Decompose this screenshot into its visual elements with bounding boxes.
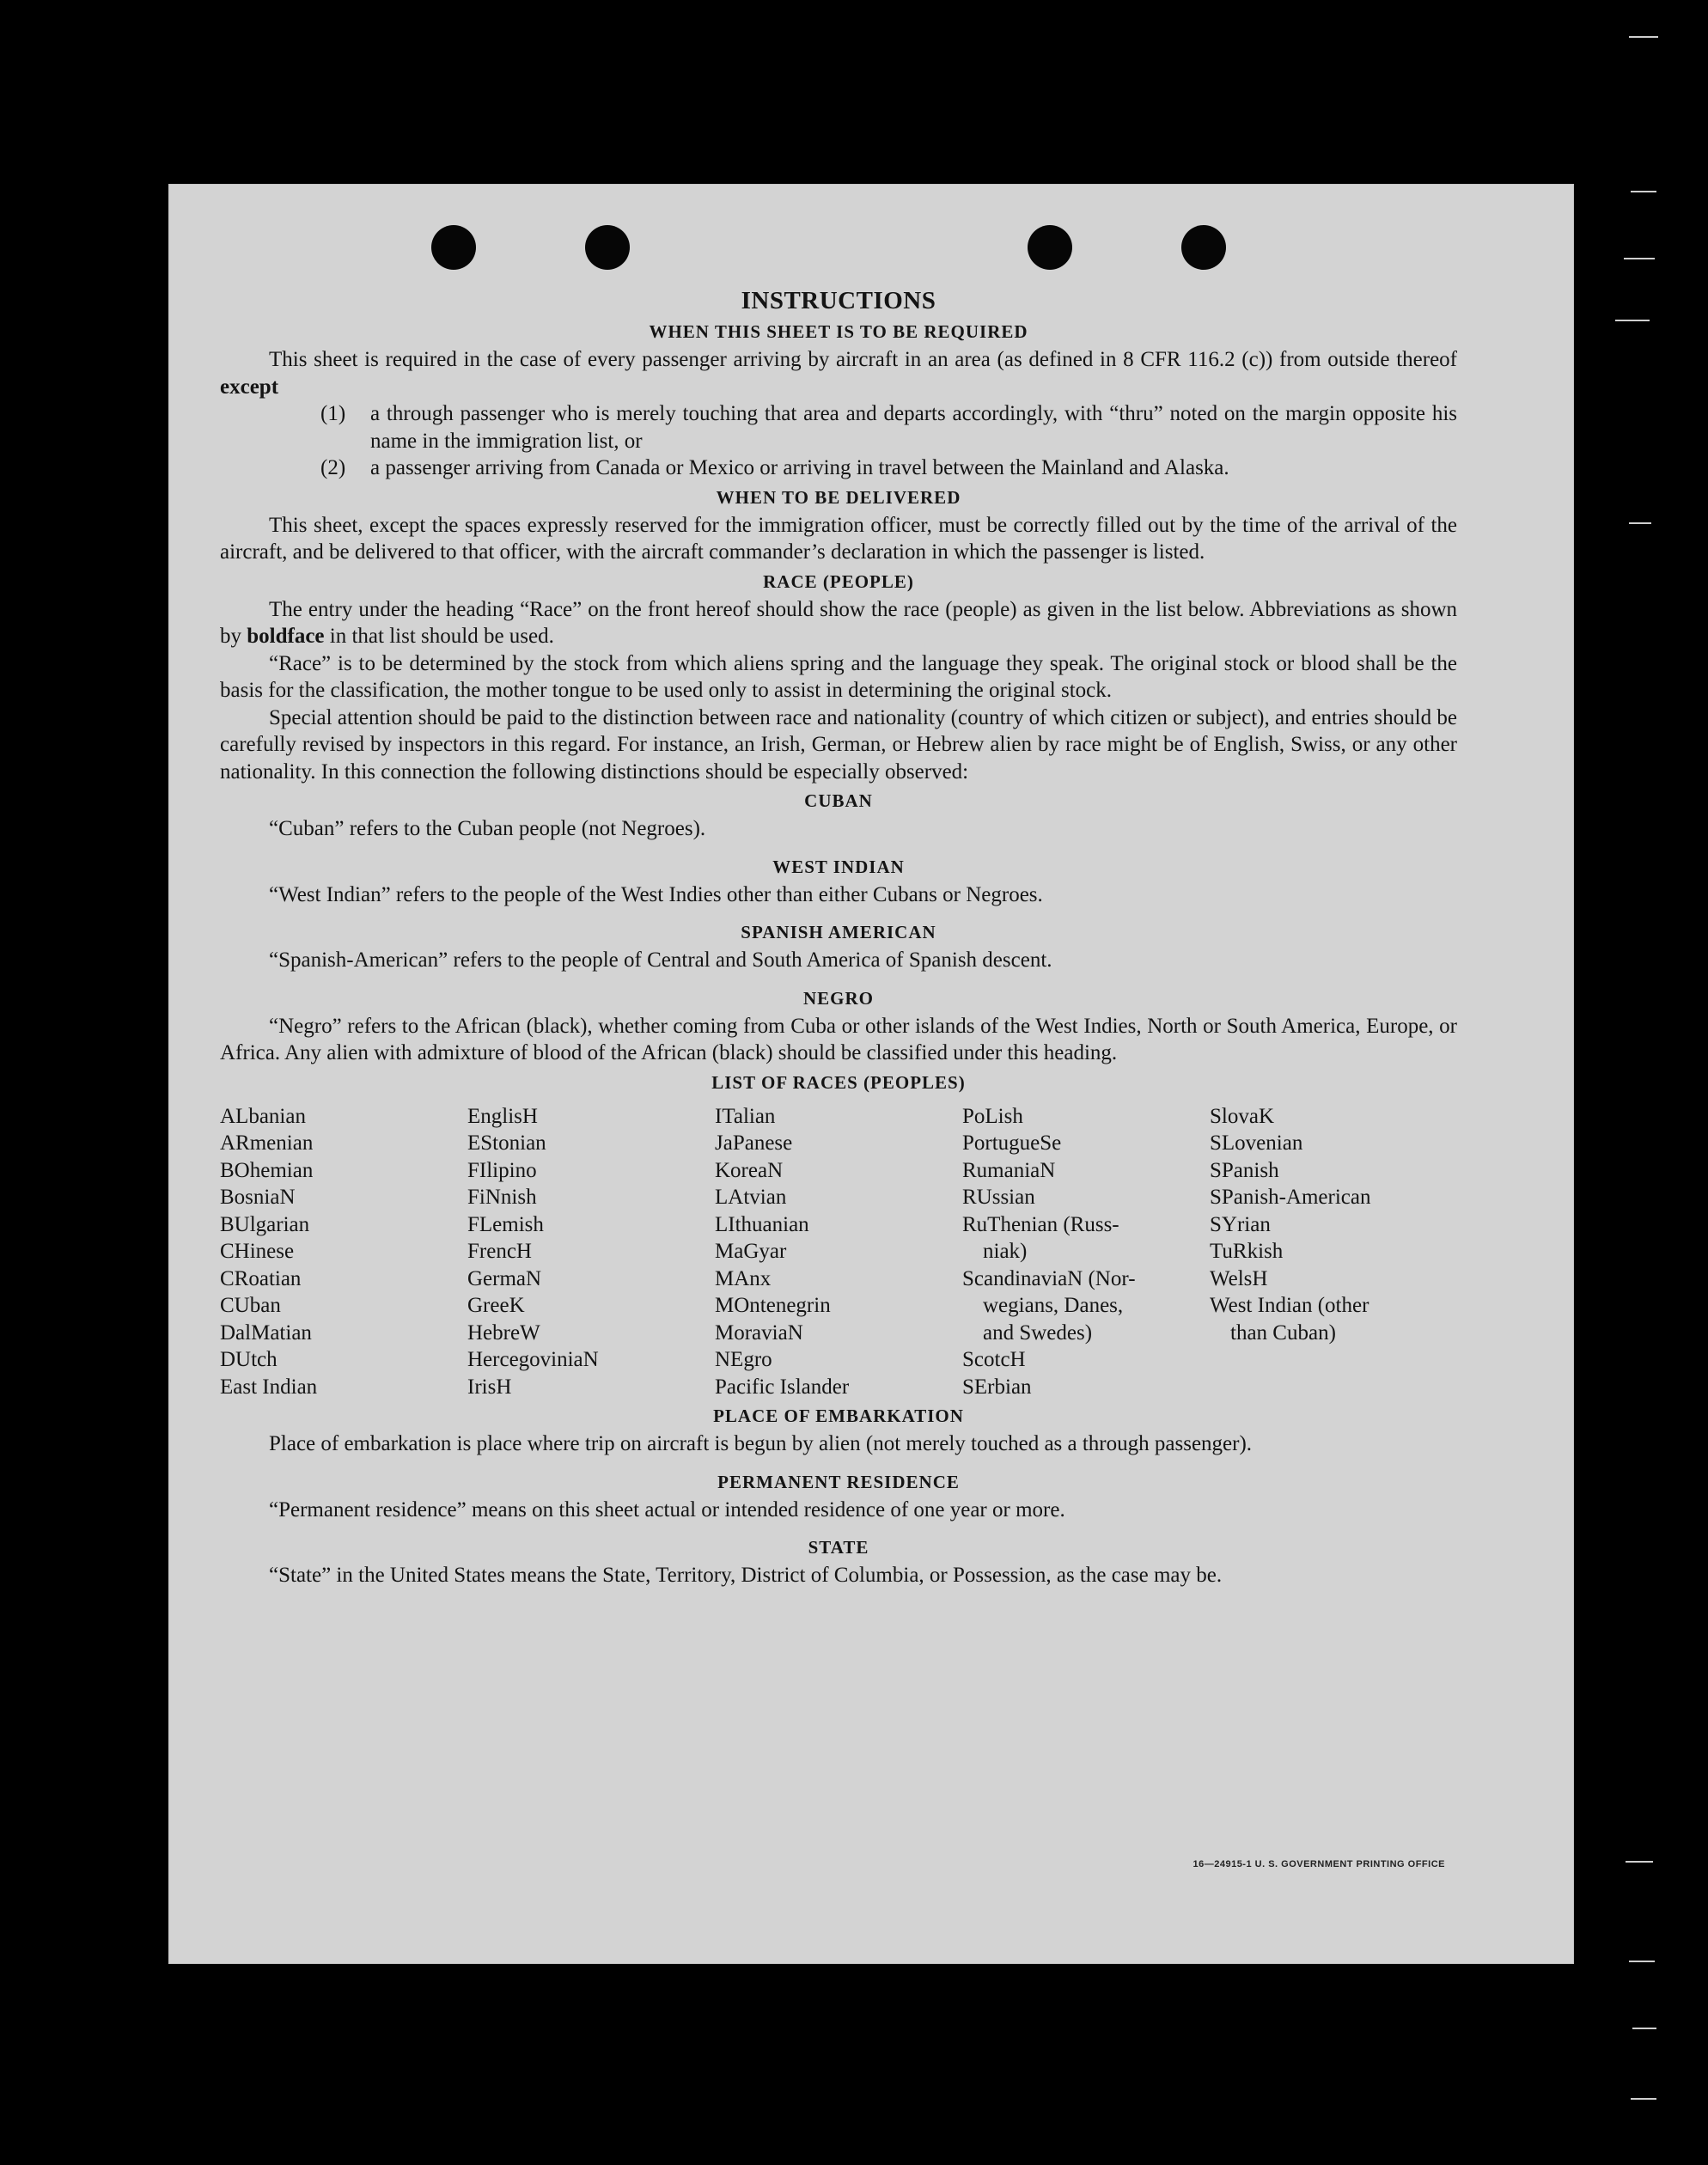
race-entry: GermaN [467, 1266, 542, 1290]
race-entry: RumaniaN [962, 1158, 1056, 1182]
race-entry: ITalian [715, 1104, 776, 1128]
cuban-text: “Cuban” refers to the Cuban people (not Negroes). [269, 817, 706, 840]
film-edge-mark [1629, 522, 1651, 524]
item-number: (2) [320, 456, 346, 479]
race-entry: SErbian [962, 1375, 1032, 1399]
race-entry: SLovenian [1210, 1131, 1303, 1155]
race-entry: Pacific Islander [715, 1375, 850, 1399]
film-edge-mark [1632, 2028, 1656, 2029]
race-entry-continued: than Cuban) [1230, 1320, 1336, 1345]
film-edge-mark [1624, 258, 1655, 259]
race-entry: MoraviaN [715, 1320, 803, 1345]
race-entry: HebreW [467, 1320, 540, 1345]
race-entry: MOntenegrin [715, 1294, 831, 1317]
races-column [1210, 1103, 1457, 1401]
heading-west-indian: WEST INDIAN [772, 856, 905, 877]
race-entry-continued: wegians, Danes, [983, 1294, 1124, 1317]
west-indian-text: “West Indian” refers to the people of the West Indies other than either Cubans or Negroes. [269, 882, 1043, 906]
race-entry: LIthuanian [715, 1212, 809, 1236]
residence-text: “Permanent residence” means on this sheet actual or intended residence of one year or more. [269, 1497, 1065, 1522]
race-entry: ARmenian [220, 1131, 314, 1155]
race-entry: DalMatian [220, 1320, 312, 1345]
race-entry: LAtvian [715, 1186, 787, 1209]
race-entry: SPanish [1210, 1158, 1279, 1182]
race-entry: PoLish [962, 1104, 1023, 1128]
heading-state: STATE [808, 1537, 869, 1558]
race-entry: GreeK [467, 1294, 525, 1317]
race-entry: RUssian [962, 1186, 1035, 1209]
heading-cuban: CUBAN [804, 790, 873, 811]
race-entry: KoreaN [715, 1158, 784, 1182]
race-entry: MAnx [715, 1266, 772, 1290]
item-text: a passenger arriving from Canada or Mexico or arriving in travel between the Mainland and Alaska. [370, 456, 1229, 479]
race-entry: RuThenian (Russ- [962, 1212, 1119, 1236]
exception-item [220, 454, 1457, 482]
race-entry: TuRkish [1210, 1240, 1284, 1263]
heading-permanent-residence: PERMANENT RESIDENCE [717, 1471, 960, 1492]
heading-negro: NEGRO [802, 987, 874, 1009]
film-edge-mark [1631, 191, 1656, 192]
heading-list-of-races: LIST OF RACES (PEOPLES) [711, 1071, 966, 1093]
races-list [220, 1103, 1457, 1401]
race-entry: FiNnish [467, 1186, 537, 1209]
item-text: a through passenger who is merely touching that area and departs accordingly, with “thru” noted on the margin opposite his name in the immigration list, or [370, 402, 1457, 453]
race-paragraph-1: The entry under the heading “Race” on the front hereof should show the race (people) as given in the list below. Abbreviations as shown by boldface in that list should be used. [220, 597, 1457, 648]
race-paragraph-3: Special attention should be paid to the distinction between race and nationality (country of which citizen or subject), and entries should be carefully revised by inspectors in this regard. For instance, an Irish, German, or Hebrew alien by race might be of English, Swiss, or any other nationality. In this connection the following distinctions should be especially observed: [220, 705, 1457, 784]
spanish-american-text: “Spanish-American” refers to the people of Central and South America of Spanish descent. [269, 948, 1052, 972]
race-entry: East Indian [220, 1375, 318, 1399]
race-entry: WelsH [1210, 1266, 1268, 1290]
races-column [962, 1103, 1210, 1401]
race-entry: PortugueSe [962, 1131, 1062, 1155]
punch-hole [431, 225, 476, 270]
except-emphasis: except [220, 375, 279, 399]
negro-text: “Negro” refers to the African (black), whether coming from Cuba or other islands of the West Indies, North or South America, Europe, or Africa. Any alien with admixture of blood of the African (black) should be classified under this heading. [220, 1014, 1457, 1064]
film-edge-mark [1615, 320, 1650, 321]
race-entry: NEgro [715, 1348, 772, 1371]
state-text: “State” in the United States means the State, Territory, District of Columbia, or Possession, as the case may be. [269, 1564, 1223, 1587]
race-entry: FIlipino [467, 1158, 537, 1182]
exception-item [220, 400, 1457, 454]
race-entry-continued: niak) [983, 1240, 1028, 1263]
race-entry: FrencH [467, 1240, 532, 1263]
race-entry-continued: and Swedes) [983, 1320, 1093, 1345]
heading-race: RACE (PEOPLE) [763, 570, 914, 592]
race-entry: BOhemian [220, 1158, 314, 1182]
film-edge-mark [1629, 1961, 1655, 1962]
heading-embarkation: PLACE OF EMBARKATION [713, 1406, 964, 1426]
race-entry: SPanish-American [1210, 1186, 1371, 1209]
race-entry: ScandinaviaN (Nor- [962, 1266, 1136, 1290]
race-entry: West Indian (other [1210, 1294, 1369, 1317]
races-column [467, 1103, 715, 1401]
sheet-content [220, 285, 1457, 1589]
race-entry: EStonian [467, 1131, 546, 1155]
instruction-sheet [168, 184, 1574, 1964]
boldface-emphasis: boldface [247, 625, 325, 648]
race-entry: MaGyar [715, 1240, 787, 1263]
print-office-note: 16—24915-1 U. S. GOVERNMENT PRINTING OFFICE [1193, 1859, 1445, 1869]
race-entry: CUban [220, 1294, 281, 1317]
race-entry: IrisH [467, 1375, 512, 1399]
race-entry: ALbanian [220, 1104, 306, 1128]
film-edge-mark [1631, 2098, 1656, 2100]
when-delivered-text: This sheet, except the spaces expressly reserved for the immigration officer, must be correctly filled out by the time of the arrival of the aircraft, and be delivered to that officer, with the aircraft commander’s declaration in which the passenger is listed. [220, 513, 1457, 564]
race-entry: ScotcH [962, 1348, 1026, 1371]
item-number: (1) [320, 402, 346, 425]
race-entry: EnglisH [467, 1104, 538, 1128]
race-entry: SlovaK [1210, 1104, 1274, 1128]
race-entry: JaPanese [715, 1131, 793, 1155]
heading-when-required: WHEN THIS SHEET IS TO BE REQUIRED [649, 321, 1028, 342]
page-title: INSTRUCTIONS [741, 287, 936, 314]
punch-hole [1028, 225, 1072, 270]
race-entry: CHinese [220, 1240, 295, 1263]
race-entry: DUtch [220, 1348, 278, 1371]
heading-when-delivered: WHEN TO BE DELIVERED [716, 486, 961, 508]
punch-hole [585, 225, 630, 270]
heading-spanish-american: SPANISH AMERICAN [741, 922, 936, 942]
race-entry: SYrian [1210, 1212, 1271, 1236]
race-entry: BUlgarian [220, 1212, 310, 1236]
film-edge-mark [1629, 36, 1658, 38]
races-column [715, 1103, 962, 1401]
embarkation-text: Place of embarkation is place where trip on aircraft is begun by alien (not merely touched as a through passenger). [269, 1432, 1253, 1455]
race-entry: CRoatian [220, 1266, 302, 1290]
race-paragraph-2: “Race” is to be determined by the stock from which aliens spring and the language they speak. The original stock or blood shall be the basis for the classification, the mother tongue to be used only to assist in determining the original stock. [220, 651, 1457, 702]
race-entry: BosniaN [220, 1186, 296, 1209]
when-required-intro: This sheet is required in the case of every passenger arriving by aircraft in an area (as defined in 8 CFR 116.2 (c)) from outside thereof except [220, 348, 1457, 399]
races-column [220, 1103, 467, 1401]
punch-hole [1181, 225, 1226, 270]
film-edge-mark [1626, 1861, 1653, 1863]
race-entry: FLemish [467, 1212, 544, 1236]
race-entry: HercegoviniaN [467, 1348, 599, 1371]
